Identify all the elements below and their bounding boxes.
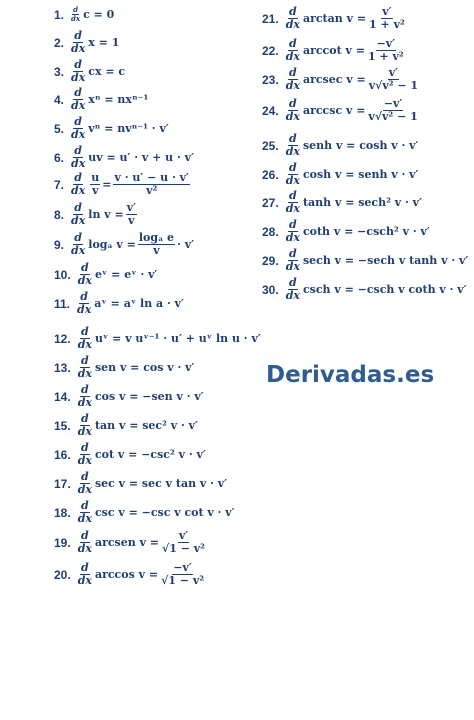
formula-number: 7.: [54, 177, 65, 192]
derivative-operator: $\frac{d}{dx}$: [285, 247, 300, 273]
formula-15: [54, 413, 198, 438]
result-fraction: $\frac{v'}{\text{1 + v²}}$: [369, 5, 405, 31]
quotient-uv: $\frac{u}{v}$: [91, 171, 100, 197]
derivative-operator: $\frac{d}{dx}$: [71, 86, 86, 112]
formula-body: vⁿ = nvⁿ⁻¹ · v′: [88, 122, 169, 135]
formula-body: tan v = sec² v · v′: [94, 419, 198, 432]
formula-body: cx = c: [88, 65, 126, 78]
formula-number: 14.: [54, 389, 71, 404]
formula-12: [54, 326, 261, 351]
formula-body: x = 1: [88, 36, 120, 49]
formula-6: [54, 145, 194, 170]
formula-26: [262, 162, 418, 187]
formula-lhs: logₐ v =: [88, 238, 136, 251]
formula-14: [54, 384, 204, 409]
formula-number: 27.: [262, 195, 279, 210]
derivative-operator: $\frac{d}{dx}$: [77, 383, 92, 409]
formula-lhs: arcsen v =: [94, 536, 160, 549]
equals-sign: =: [102, 178, 112, 191]
formula-20: [54, 562, 207, 587]
formula-body: eᵛ = eᵛ · v′: [94, 268, 158, 281]
formula-number: 11.: [54, 296, 71, 311]
result-fraction: $\frac{-v'}{\text{1 + v²}}$: [367, 37, 404, 63]
formula-number: 2.: [54, 35, 65, 50]
derivative-operator: $\frac{d}{dx}$: [77, 354, 92, 380]
result-fraction: $\frac{-v'}{\text{v√v² − 1}}$: [368, 97, 418, 123]
derivative-operator: $\frac{d}{dx}$: [71, 201, 86, 227]
derivative-operator: $\frac{d}{dx}$: [77, 470, 92, 496]
formula-lhs: arccot v =: [302, 44, 365, 57]
formula-21: [262, 6, 408, 31]
formula-number: 3.: [54, 64, 65, 79]
formula-body: cosh v = senh v · v′: [302, 168, 419, 181]
derivative-operator: $\frac{d}{dx}$: [71, 29, 86, 55]
formula-10: [54, 262, 157, 287]
site-brand: Derivadas.es: [266, 362, 435, 388]
formula-body: cot v = −csc² v · v′: [94, 448, 206, 461]
formula-body: sen v = cos v · v′: [94, 361, 195, 374]
derivative-operator: $\frac{d}{dx}$: [285, 5, 300, 31]
formula-body: cos v = −sen v · v′: [94, 390, 204, 403]
formula-8: [54, 202, 139, 227]
formula-body: csch v = −csch v coth v · v′: [302, 283, 467, 296]
formula-24: [262, 98, 421, 123]
formula-number: 28.: [262, 224, 279, 239]
derivative-operator: $\frac{d}{dx}$: [77, 412, 92, 438]
formula-body: sec v = sec v tan v · v′: [94, 477, 228, 490]
formula-number: 24.: [262, 103, 279, 118]
formula-number: 29.: [262, 253, 279, 268]
formula-number: 4.: [54, 92, 65, 107]
formula-tail: · v′: [177, 238, 194, 251]
formula-number: 20.: [54, 567, 71, 582]
formula-lhs: ln v =: [88, 208, 124, 221]
formula-number: 18.: [54, 505, 71, 520]
derivative-operator: $\frac{d}{dx}$: [285, 189, 300, 215]
formula-28: [262, 219, 430, 244]
formula-11: [54, 291, 184, 316]
result-fraction: $\frac{v \cdot u' - u \cdot v'}{\text{v²}}$: [114, 171, 189, 197]
result-fraction: $\frac{\text{logₐ e}}{v}$: [138, 231, 175, 257]
formula-22: [262, 38, 407, 63]
derivative-operator: $\frac{d}{dx}$: [77, 441, 92, 467]
formula-number: 23.: [262, 72, 279, 87]
formula-number: 6.: [54, 150, 65, 165]
derivative-operator: $\frac{d}{dx}$: [285, 97, 300, 123]
formula-body: uᵛ = v uᵛ⁻¹ · u′ + uᵛ ln u · v′: [94, 332, 261, 345]
derivative-operator: $\frac{d}{dx}$: [71, 115, 86, 141]
formula-number: 22.: [262, 43, 279, 58]
result-fraction: $\frac{v'}{\text{√1 − v²}}$: [162, 529, 205, 555]
formula-body: senh v = cosh v · v′: [302, 139, 419, 152]
formula-19: [54, 530, 208, 555]
formula-lhs: arccos v =: [94, 568, 159, 581]
derivative-operator: $\frac{d}{dx}$: [71, 5, 81, 23]
formula-lhs: arccsc v =: [302, 104, 366, 117]
formula-16: [54, 442, 206, 467]
formula-23: [262, 67, 421, 92]
derivative-operator: $\frac{d}{dx}$: [71, 58, 86, 84]
formula-9: [54, 232, 194, 257]
formula-2: [54, 30, 119, 55]
formula-body: coth v = −csch² v · v′: [302, 225, 430, 238]
formula-body: csc v = −csc v cot v · v′: [94, 506, 235, 519]
formula-body: xⁿ = nxⁿ⁻¹: [88, 93, 149, 106]
formula-lhs: arcsec v =: [302, 73, 366, 86]
derivative-operator: $\frac{d}{dx}$: [71, 171, 86, 197]
formula-number: 9.: [54, 237, 65, 252]
derivative-operator: $\frac{d}{dx}$: [77, 561, 92, 587]
formula-number: 19.: [54, 535, 71, 550]
formula-number: 1.: [54, 7, 65, 22]
derivative-operator: $\frac{d}{dx}$: [77, 529, 92, 555]
derivative-operator: $\frac{d}{dx}$: [285, 218, 300, 244]
formula-1: [54, 6, 114, 23]
derivative-operator: $\frac{d}{dx}$: [285, 276, 300, 302]
formula-25: [262, 133, 418, 158]
formula-number: 13.: [54, 360, 71, 375]
formula-5: [54, 116, 169, 141]
formula-body: sech v = −sech v tanh v · v′: [302, 254, 469, 267]
derivative-operator: $\frac{d}{dx}$: [285, 161, 300, 187]
formula-number: 30.: [262, 282, 279, 297]
formula-17: [54, 471, 227, 496]
formula-body: tanh v = sech² v · v′: [302, 196, 422, 209]
derivative-operator: $\frac{d}{dx}$: [285, 132, 300, 158]
formula-number: 16.: [54, 447, 71, 462]
formula-number: 17.: [54, 476, 71, 491]
formula-number: 21.: [262, 11, 279, 26]
result-fraction: $\frac{v'}{\text{v√v² − 1}}$: [368, 66, 419, 92]
formula-number: 25.: [262, 138, 279, 153]
derivative-operator: $\frac{d}{dx}$: [77, 499, 92, 525]
derivative-operator: $\frac{d}{dx}$: [71, 231, 86, 257]
formula-30: [262, 277, 467, 302]
formula-number: 5.: [54, 121, 65, 136]
formula-4: [54, 87, 148, 112]
formula-7: [54, 172, 192, 197]
formula-number: 12.: [54, 331, 71, 346]
formula-body: c = 0: [83, 8, 115, 21]
formula-body: uv = u′ · v + u · v′: [88, 151, 194, 164]
formula-29: [262, 248, 468, 273]
formula-number: 15.: [54, 418, 71, 433]
formula-3: [54, 59, 125, 84]
formula-number: 26.: [262, 167, 279, 182]
formula-body: aᵛ = aᵛ ln a · v′: [94, 297, 184, 310]
formula-18: [54, 500, 235, 525]
formula-number: 10.: [54, 267, 71, 282]
formula-lhs: arctan v =: [302, 12, 367, 25]
derivative-operator: $\frac{d}{dx}$: [77, 325, 92, 351]
formula-13: [54, 355, 194, 380]
derivative-operator: $\frac{d}{dx}$: [285, 66, 300, 92]
derivative-operator: $\frac{d}{dx}$: [285, 37, 300, 63]
formula-number: 8.: [54, 207, 65, 222]
formula-27: [262, 190, 422, 215]
derivative-operator: $\frac{d}{dx}$: [71, 144, 86, 170]
derivative-operator: $\frac{d}{dx}$: [77, 261, 92, 287]
result-fraction: $\frac{v'}{v}$: [126, 201, 137, 227]
derivative-operator: $\frac{d}{dx}$: [77, 290, 92, 316]
result-fraction: $\frac{-v'}{\text{√1 − v²}}$: [161, 561, 205, 587]
